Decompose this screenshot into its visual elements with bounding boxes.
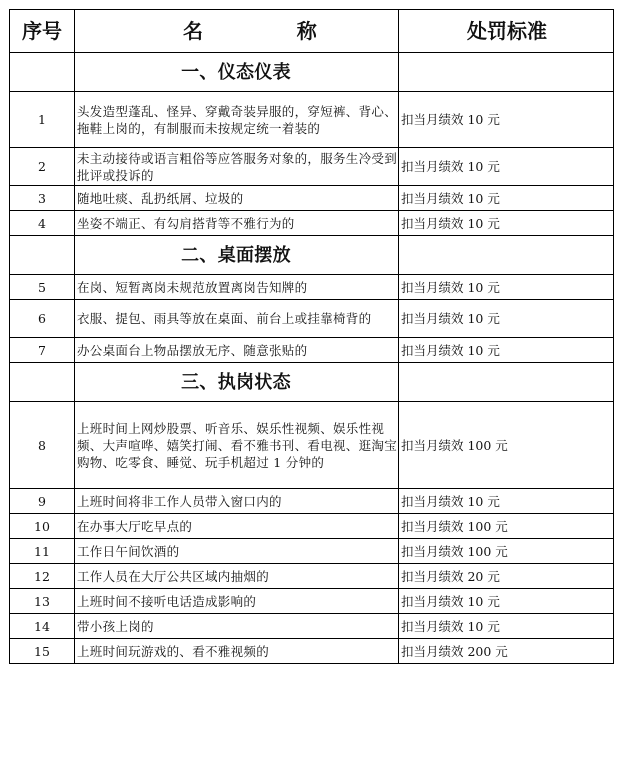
row-item: 上班时间上网炒股票、听音乐、娱乐性视频、娱乐性视频、大声喧哗、嬉笑打闹、看不雅书刊、看电视、逛淘宝购物、吃零食、睡觉、玩手机超过 1 分钟的	[75, 402, 399, 489]
section-no-cell	[10, 53, 75, 92]
table-row	[10, 614, 614, 639]
table-row	[10, 338, 614, 363]
row-penalty: 扣当月绩效 10 元	[399, 211, 614, 236]
table-row	[10, 211, 614, 236]
penalty-table	[9, 9, 614, 664]
row-no: 14	[10, 614, 75, 639]
header-name	[75, 10, 399, 53]
row-item: 上班时间不接听电话造成影响的	[75, 589, 399, 614]
row-no: 12	[10, 564, 75, 589]
row-no: 15	[10, 639, 75, 664]
section-no-cell	[10, 236, 75, 275]
row-penalty: 扣当月绩效 100 元	[399, 539, 614, 564]
row-penalty: 扣当月绩效 200 元	[399, 639, 614, 664]
table-row	[10, 589, 614, 614]
header-name-left: 名	[183, 18, 204, 43]
section-no-cell	[10, 363, 75, 402]
row-no: 11	[10, 539, 75, 564]
row-no: 7	[10, 338, 75, 363]
row-item: 办公桌面台上物品摆放无序、随意张贴的	[75, 338, 399, 363]
row-item: 上班时间将非工作人员带入窗口内的	[75, 489, 399, 514]
section-penalty-cell	[399, 53, 614, 92]
row-no: 6	[10, 300, 75, 338]
header-row	[10, 10, 614, 53]
table-row	[10, 639, 614, 664]
table-row	[10, 300, 614, 338]
table-row	[10, 564, 614, 589]
row-no: 10	[10, 514, 75, 539]
row-item: 工作日午间饮酒的	[75, 539, 399, 564]
row-item: 未主动接待或语言粗俗等应答服务对象的，服务生冷受到批评或投诉的	[75, 148, 399, 186]
header-no: 序号	[10, 10, 75, 53]
row-penalty: 扣当月绩效 100 元	[399, 514, 614, 539]
row-item: 在办事大厅吃早点的	[75, 514, 399, 539]
section-penalty-cell	[399, 363, 614, 402]
row-penalty: 扣当月绩效 10 元	[399, 92, 614, 148]
row-item: 坐姿不端正、有勾肩搭背等不雅行为的	[75, 211, 399, 236]
row-no: 5	[10, 275, 75, 300]
row-penalty: 扣当月绩效 10 元	[399, 186, 614, 211]
row-penalty: 扣当月绩效 10 元	[399, 148, 614, 186]
table-row	[10, 539, 614, 564]
table-row	[10, 402, 614, 489]
section-row	[10, 363, 614, 402]
section-title: 一、仪态仪表	[75, 53, 399, 92]
row-penalty: 扣当月绩效 20 元	[399, 564, 614, 589]
table-row	[10, 489, 614, 514]
table-row	[10, 186, 614, 211]
table-row	[10, 92, 614, 148]
row-penalty: 扣当月绩效 10 元	[399, 489, 614, 514]
section-row	[10, 236, 614, 275]
row-penalty: 扣当月绩效 10 元	[399, 300, 614, 338]
header-name-right: 称	[296, 18, 317, 43]
row-item: 上班时间玩游戏的、看不雅视频的	[75, 639, 399, 664]
row-no: 3	[10, 186, 75, 211]
row-no: 1	[10, 92, 75, 148]
header-penalty: 处罚标准	[399, 10, 614, 53]
row-item: 工作人员在大厅公共区域内抽烟的	[75, 564, 399, 589]
section-penalty-cell	[399, 236, 614, 275]
row-no: 2	[10, 148, 75, 186]
section-title: 二、桌面摆放	[75, 236, 399, 275]
row-no: 13	[10, 589, 75, 614]
row-penalty: 扣当月绩效 10 元	[399, 275, 614, 300]
table-row	[10, 148, 614, 186]
row-item: 带小孩上岗的	[75, 614, 399, 639]
section-title: 三、执岗状态	[75, 363, 399, 402]
row-item: 在岗、短暂离岗未规范放置离岗告知牌的	[75, 275, 399, 300]
table-row	[10, 275, 614, 300]
row-penalty: 扣当月绩效 10 元	[399, 338, 614, 363]
section-row	[10, 53, 614, 92]
row-item: 头发造型蓬乱、怪异、穿戴奇装异服的，穿短裤、背心、拖鞋上岗的，有制服而未按规定统一着装的	[75, 92, 399, 148]
row-penalty: 扣当月绩效 100 元	[399, 402, 614, 489]
row-no: 9	[10, 489, 75, 514]
table-row	[10, 514, 614, 539]
row-no: 8	[10, 402, 75, 489]
row-penalty: 扣当月绩效 10 元	[399, 589, 614, 614]
row-item: 随地吐痰、乱扔纸屑、垃圾的	[75, 186, 399, 211]
row-no: 4	[10, 211, 75, 236]
row-item: 衣服、提包、雨具等放在桌面、前台上或挂靠椅背的	[75, 300, 399, 338]
row-penalty: 扣当月绩效 10 元	[399, 614, 614, 639]
